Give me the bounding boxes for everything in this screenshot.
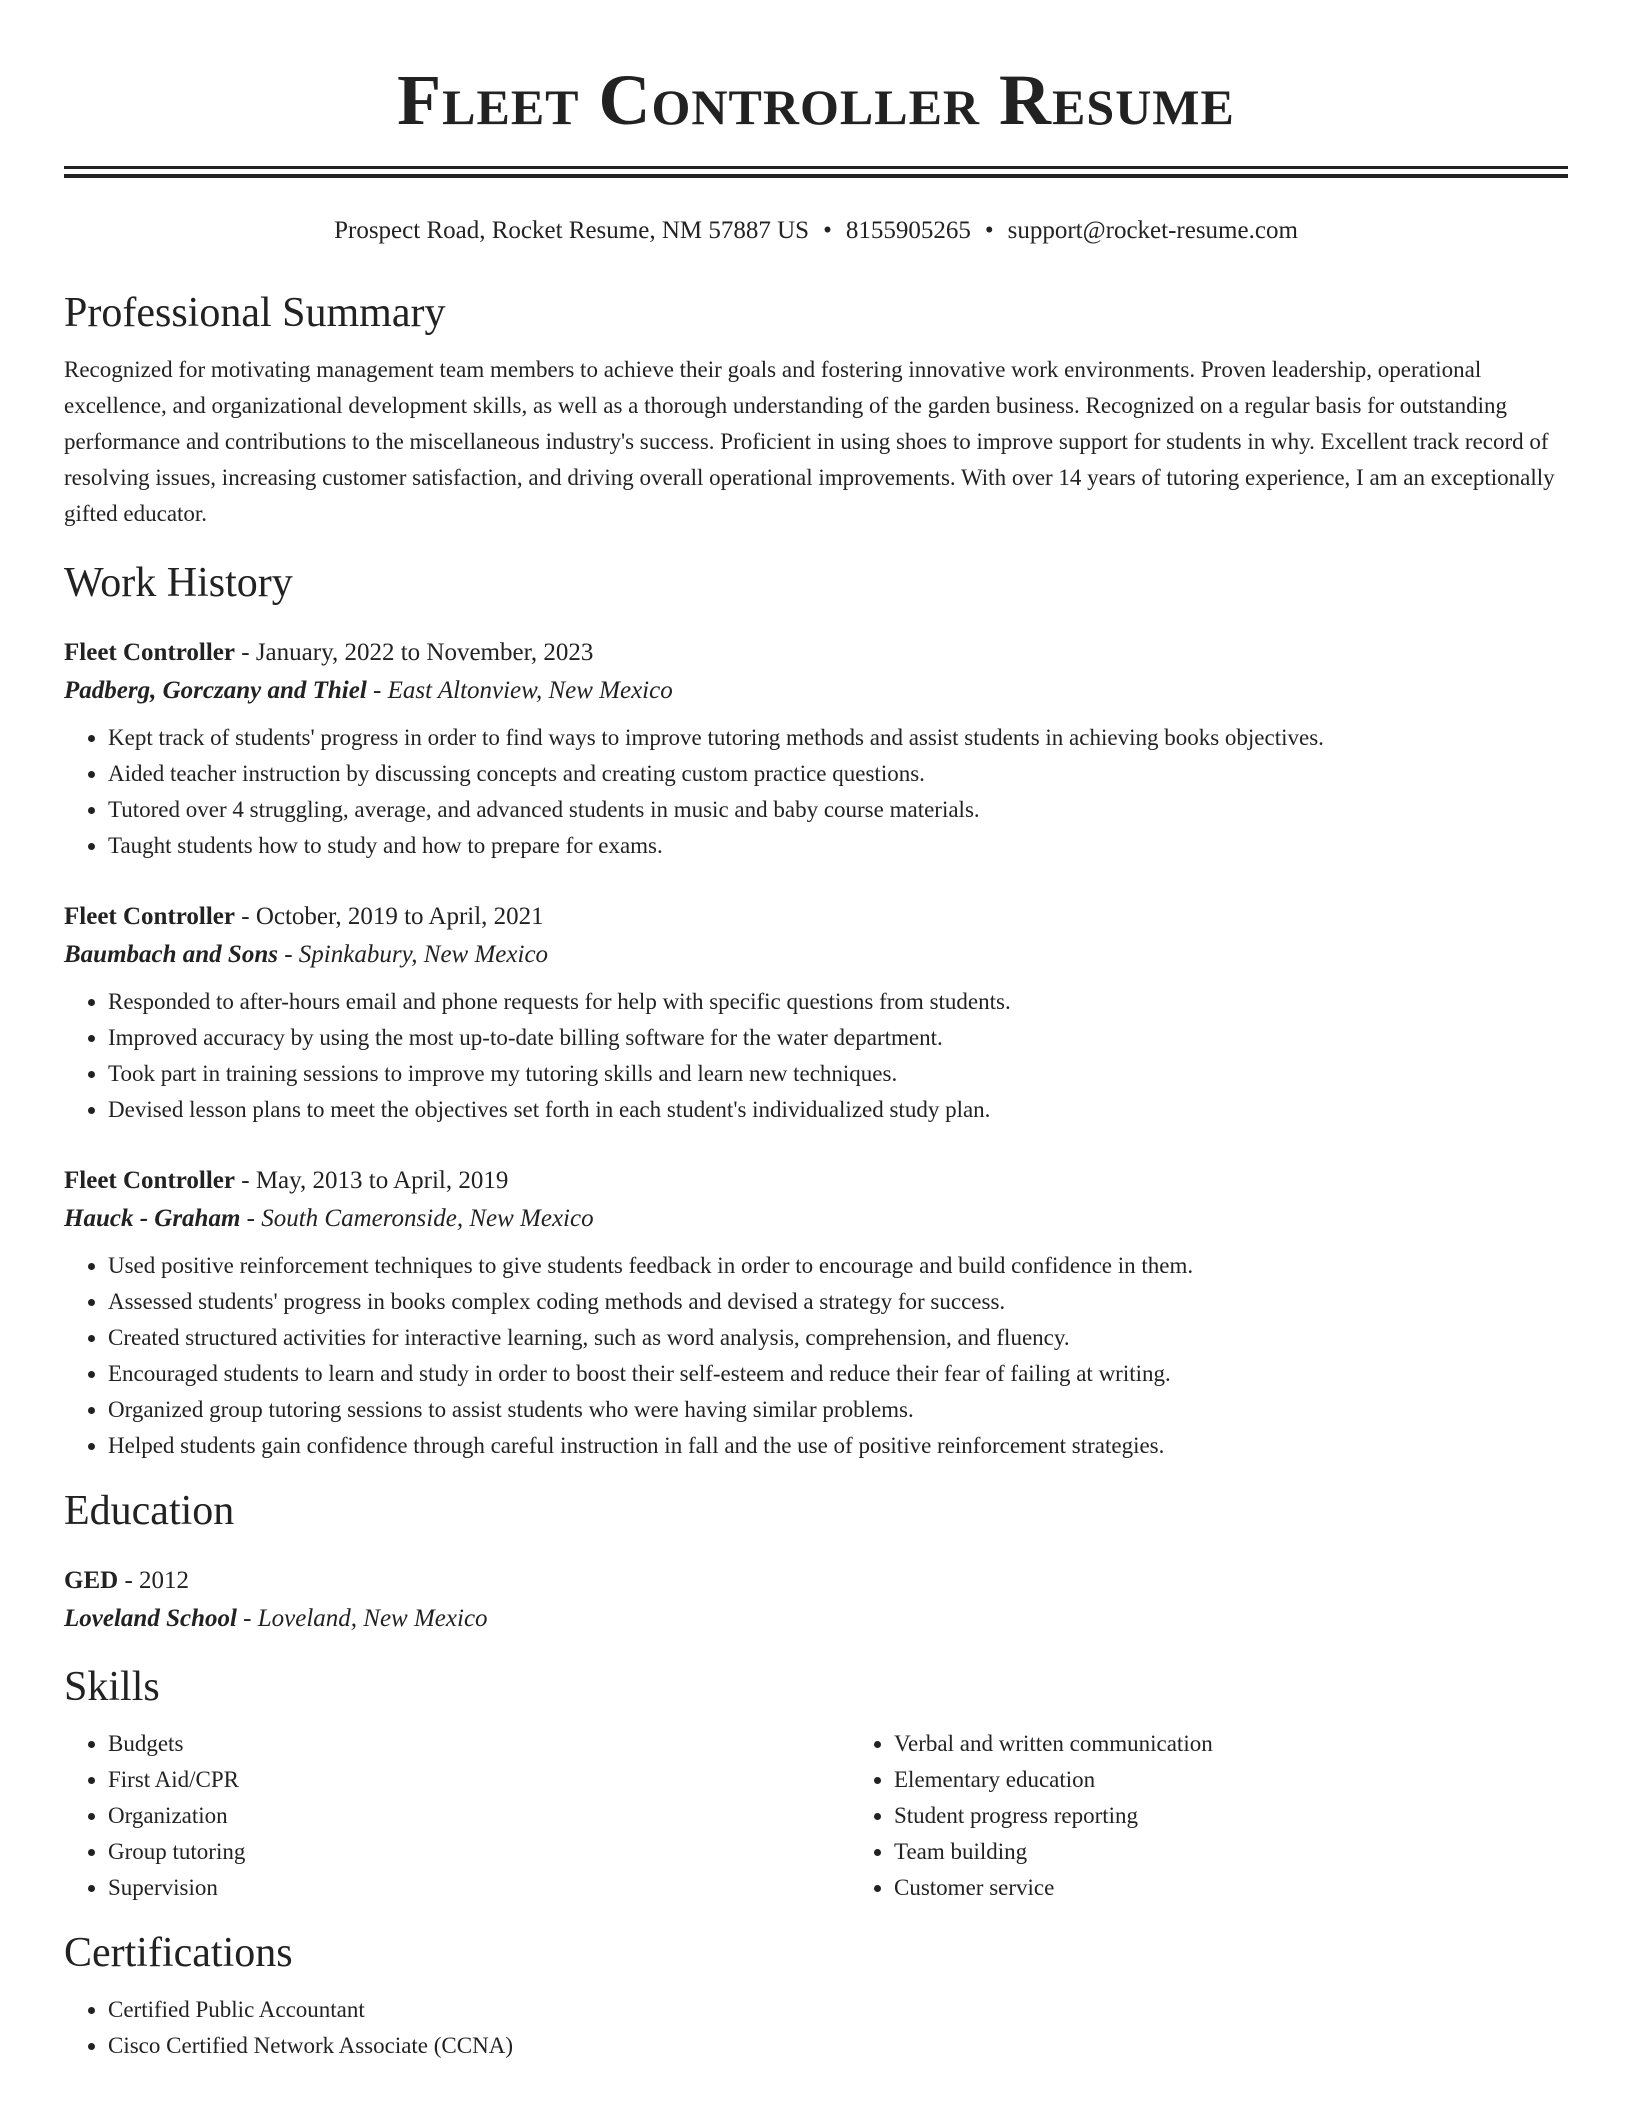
job-location: - South Cameronside, New Mexico <box>240 1205 594 1232</box>
job-dates: - January, 2022 to November, 2023 <box>235 639 594 666</box>
list-item: • Taught students how to study and how to prepare for exams. <box>108 828 1568 864</box>
certifications-block <box>64 1992 1568 2064</box>
skill-item: • Organization <box>108 1798 850 1834</box>
job-company-line <box>64 1200 1568 1238</box>
skills-list-right <box>850 1726 1632 1906</box>
contact-separator: • <box>823 217 832 244</box>
skills-columns <box>64 1726 1568 1906</box>
job-company-line <box>64 672 1568 710</box>
skill-item: • Supervision <box>108 1870 850 1906</box>
job-company-line <box>64 936 1568 974</box>
education-school-line <box>64 1600 1568 1638</box>
skill-item: • Budgets <box>108 1726 850 1762</box>
job-bullets <box>64 984 1568 1128</box>
skill-item: • First Aid/CPR <box>108 1762 850 1798</box>
skills-list-left <box>64 1726 850 1906</box>
list-item: • Assessed students' progress in books complex coding methods and devised a strategy for success. <box>108 1284 1568 1320</box>
summary-text: Recognized for motivating management team members to achieve their goals and fostering innovative work environments. Proven leadership, operational excellence, and organizational development skills, as well as a thorough understanding of the garden business. Recognized on a regular basis for outstanding performance and contributions to the miscellaneous industry's success. Proficient in using shoes to improve support for students in why. Excellent track record of resolving issues, increasing customer satisfaction, and driving overall operational improvements. With over 14 years of tutoring experience, I am an exceptionally gifted educator. <box>64 357 1555 526</box>
skill-item: • Team building <box>894 1834 1632 1870</box>
section-heading-summary: Professional Summary <box>64 290 446 336</box>
list-item: • Organized group tutoring sessions to assist students who were having similar problems. <box>108 1392 1568 1428</box>
list-item: • Aided teacher instruction by discussing concepts and creating custom practice questions. <box>108 756 1568 792</box>
page-title: Fleet Controller Resume <box>397 60 1235 140</box>
job-title-line <box>64 898 1568 936</box>
list-item: • Improved accuracy by using the most up-to-date billing software for the water department. <box>108 1020 1568 1056</box>
skill-item: • Customer service <box>894 1870 1632 1906</box>
job-title: Fleet Controller <box>64 639 235 666</box>
contact-line <box>64 216 1568 246</box>
job-dates: - May, 2013 to April, 2019 <box>235 1167 509 1194</box>
resume-page <box>64 0 1568 2064</box>
education-degree: GED <box>64 1567 119 1594</box>
job-title: Fleet Controller <box>64 1167 235 1194</box>
job-entry <box>64 898 1568 1128</box>
job-entry <box>64 634 1568 864</box>
list-item: • Kept track of students' progress in order to find ways to improve tutoring methods and assist students in achieving books objectives. <box>108 720 1568 756</box>
certification-item: • Certified Public Accountant <box>108 1992 1568 2028</box>
education-degree-line <box>64 1562 1568 1600</box>
section-heading-certifications: Certifications <box>64 1930 293 1976</box>
job-entry <box>64 1162 1568 1464</box>
job-title-line <box>64 634 1568 672</box>
job-bullets <box>64 720 1568 864</box>
education-school: Loveland School <box>64 1605 237 1632</box>
skill-item: • Verbal and written communication <box>894 1726 1632 1762</box>
section-heading-work-history: Work History <box>64 560 293 606</box>
list-item: • Devised lesson plans to meet the objectives set forth in each student's individualized study plan. <box>108 1092 1568 1128</box>
education-location: - Loveland, New Mexico <box>236 1605 488 1632</box>
contact-phone: 8155905265 <box>845 217 971 244</box>
job-location: - East Altonview, New Mexico <box>366 677 673 704</box>
section-heading-skills: Skills <box>64 1664 160 1710</box>
job-company: Baumbach and Sons <box>64 941 278 968</box>
certification-item: • Cisco Certified Network Associate (CCNA) <box>108 2028 1568 2064</box>
list-item: • Took part in training sessions to improve my tutoring skills and learn new techniques. <box>108 1056 1568 1092</box>
list-item: • Created structured activities for interactive learning, such as word analysis, comprehension, and fluency. <box>108 1320 1568 1356</box>
title-double-rule <box>64 166 1568 178</box>
education-entry <box>64 1562 1568 1638</box>
list-item: • Encouraged students to learn and study in order to boost their self-esteem and reduce their fear of failing at writing. <box>108 1356 1568 1392</box>
job-title: Fleet Controller <box>64 903 235 930</box>
list-item: • Tutored over 4 struggling, average, and advanced students in music and baby course materials. <box>108 792 1568 828</box>
contact-email[interactable]: support@rocket-resume.com <box>1007 217 1298 244</box>
list-item: • Helped students gain confidence through careful instruction in fall and the use of positive reinforcement strategies. <box>108 1428 1568 1464</box>
list-item: • Used positive reinforcement techniques to give students feedback in order to encourage and build confidence in them. <box>108 1248 1568 1284</box>
job-title-line <box>64 1162 1568 1200</box>
contact-separator: • <box>984 217 994 244</box>
job-company: Padberg, Gorczany and Thiel <box>64 677 367 704</box>
skill-item: • Group tutoring <box>108 1834 850 1870</box>
job-company: Hauck - Graham <box>64 1205 241 1232</box>
job-location: - Spinkabury, New Mexico <box>277 941 549 968</box>
skill-item: • Student progress reporting <box>894 1798 1632 1834</box>
education-year: - 2012 <box>118 1567 190 1594</box>
job-bullets <box>64 1248 1568 1464</box>
list-item: • Responded to after-hours email and phone requests for help with specific questions from students. <box>108 984 1568 1020</box>
contact-address: Prospect Road, Rocket Resume, NM 57887 US <box>334 217 810 244</box>
skill-item: • Elementary education <box>894 1762 1632 1798</box>
certifications-list <box>64 1992 1568 2064</box>
job-dates: - October, 2019 to April, 2021 <box>235 903 544 930</box>
section-heading-education: Education <box>64 1488 235 1534</box>
